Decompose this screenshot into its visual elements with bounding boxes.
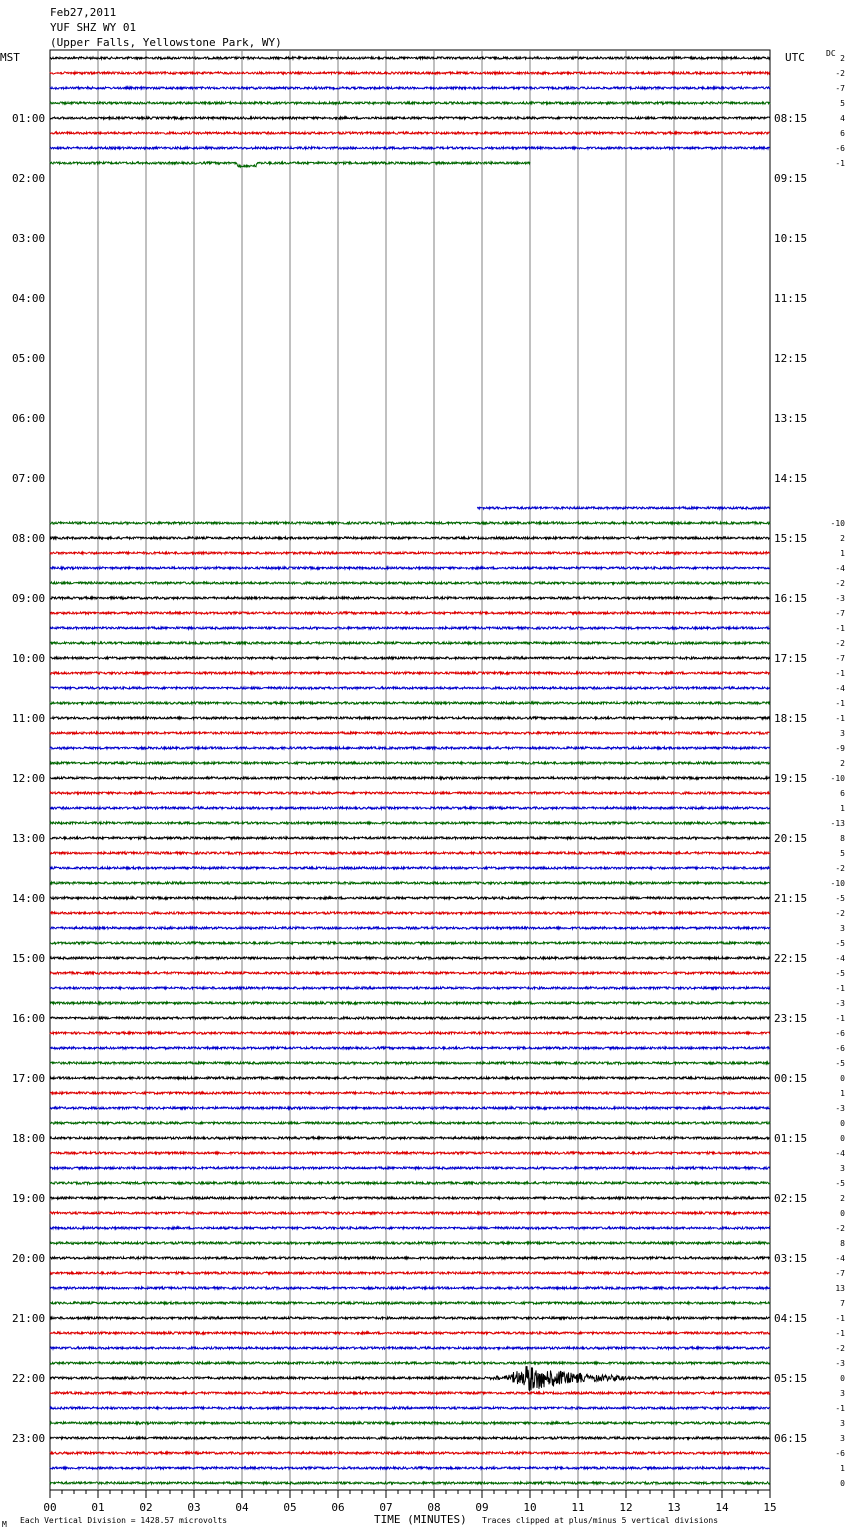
dc-offset-label: 13 (835, 1284, 845, 1293)
trace-row-70 (50, 1107, 770, 1109)
trace-row-57 (50, 912, 770, 914)
trace-row-51 (50, 822, 770, 824)
trace-row-42 (50, 687, 770, 689)
division-note: Each Vertical Division = 1428.57 microvolts (20, 1516, 228, 1525)
dc-offset-label: -4 (835, 564, 845, 573)
x-tick-label: 08 (427, 1501, 441, 1514)
dc-offset-label: 0 (840, 1209, 845, 1218)
corner-mark: M (2, 1520, 7, 1529)
utc-label: 21:15 (774, 892, 808, 905)
x-tick-label: 01 (91, 1501, 105, 1514)
utc-label: 13:15 (774, 412, 808, 425)
trace-row-33 (50, 552, 770, 554)
trace-row-32 (50, 537, 770, 539)
x-tick-label: 02 (139, 1501, 153, 1514)
utc-label: 16:15 (774, 592, 808, 605)
dc-offset-label: 6 (840, 789, 845, 798)
dc-offset-label: -3 (835, 1104, 845, 1113)
dc-offset-label: 0 (840, 1374, 845, 1383)
dc-offset-label: -10 (830, 519, 845, 528)
trace-row-94 (50, 1467, 770, 1469)
dc-offset-label: -6 (835, 144, 845, 153)
mst-label: 16:00 (12, 1012, 46, 1025)
x-tick-label: 07 (379, 1501, 393, 1514)
mst-label: 14:00 (12, 892, 46, 905)
trace-row-46 (50, 747, 770, 749)
x-tick-label: 09 (475, 1501, 489, 1514)
dc-offset-label: -2 (835, 864, 845, 873)
x-tick-label: 11 (571, 1501, 585, 1514)
header-location: (Upper Falls, Yellowstone Park, WY) (50, 36, 282, 49)
dc-offset-labels (831, 54, 846, 1488)
mst-label: 10:00 (12, 652, 46, 665)
mst-label: 03:00 (12, 232, 46, 245)
dc-offset-label: -3 (835, 594, 845, 603)
trace-row-44 (50, 717, 770, 719)
dc-offset-label: -1 (835, 699, 845, 708)
trace-row-73 (50, 1152, 770, 1154)
utc-label: 17:15 (774, 652, 808, 665)
trace-row-64 (50, 1017, 770, 1019)
trace-row-35 (50, 582, 770, 584)
dc-offset-label: -4 (835, 684, 845, 693)
trace-row-40 (50, 657, 770, 659)
trace-row-36 (50, 597, 770, 599)
mst-label: 04:00 (12, 292, 46, 305)
dc-offset-label: -5 (835, 894, 845, 903)
dc-offset-label: 0 (840, 1134, 845, 1143)
trace-row-3 (50, 102, 770, 104)
mst-label: 09:00 (12, 592, 46, 605)
trace-row-80 (50, 1257, 770, 1259)
trace-row-79 (50, 1242, 770, 1244)
utc-label: 23:15 (774, 1012, 808, 1025)
utc-label: 19:15 (774, 772, 808, 785)
dc-offset-label: 1 (840, 549, 845, 558)
trace-row-52 (50, 837, 770, 839)
dc-offset-label: -5 (835, 939, 845, 948)
trace-row-39 (50, 642, 770, 644)
utc-label: 01:15 (774, 1132, 808, 1145)
trace-row-86 (50, 1347, 770, 1349)
dc-offset-label: 7 (840, 1299, 845, 1308)
trace-row-88 (50, 1366, 770, 1390)
dc-offset-label: -1 (835, 1404, 845, 1413)
trace-row-2 (50, 87, 770, 89)
trace-row-5 (50, 132, 770, 134)
dc-offset-label: 1 (840, 1089, 845, 1098)
trace-row-68 (50, 1077, 770, 1079)
dc-offset-label: 8 (840, 1239, 845, 1248)
utc-label: 05:15 (774, 1372, 808, 1385)
utc-label: 06:15 (774, 1432, 808, 1445)
trace-row-1 (50, 72, 770, 74)
dc-offset-label: -2 (835, 639, 845, 648)
mst-label: 18:00 (12, 1132, 46, 1145)
trace-row-71 (50, 1122, 770, 1124)
utc-label: 04:15 (774, 1312, 808, 1325)
x-axis-title: TIME (MINUTES) (374, 1513, 467, 1526)
dc-offset-label: 5 (840, 99, 845, 108)
dc-offset-label: 2 (840, 759, 845, 768)
utc-hour-labels (774, 112, 807, 1445)
mst-label: 12:00 (12, 772, 46, 785)
trace-row-66 (50, 1047, 770, 1049)
trace-row-54 (50, 867, 770, 869)
trace-row-77 (50, 1212, 770, 1214)
dc-offset-label: 3 (840, 1434, 845, 1443)
trace-row-91 (50, 1422, 770, 1424)
utc-label: 15:15 (774, 532, 808, 545)
trace-row-4 (50, 117, 770, 119)
mst-label: 22:00 (12, 1372, 46, 1385)
trace-row-90 (50, 1407, 770, 1409)
dc-offset-label: 0 (840, 1074, 845, 1083)
dc-offset-label: 2 (840, 54, 845, 63)
trace-row-31 (50, 522, 770, 524)
trace-row-0 (50, 57, 770, 59)
x-tick-label: 00 (43, 1501, 57, 1514)
utc-label: 02:15 (774, 1192, 808, 1205)
dc-offset-label: 3 (840, 1419, 845, 1428)
clip-note: Traces clipped at plus/minus 5 vertical divisions (482, 1516, 719, 1525)
mst-label: 02:00 (12, 172, 46, 185)
dc-offset-label: -5 (835, 969, 845, 978)
utc-label: 08:15 (774, 112, 808, 125)
mst-label: 13:00 (12, 832, 46, 845)
trace-row-49 (50, 792, 770, 794)
trace-row-47 (50, 762, 770, 764)
trace-row-95 (50, 1482, 770, 1484)
mst-label: 05:00 (12, 352, 46, 365)
mst-label: 11:00 (12, 712, 46, 725)
dc-offset-label: -2 (835, 1344, 845, 1353)
dc-offset-label: -3 (835, 1359, 845, 1368)
trace-row-30 (477, 507, 770, 509)
dc-offset-label: -1 (835, 984, 845, 993)
utc-label: 20:15 (774, 832, 808, 845)
x-axis (43, 1490, 776, 1514)
dc-offset-label: -7 (835, 609, 845, 618)
utc-label: 11:15 (774, 292, 808, 305)
dc-offset-label: -6 (835, 1449, 845, 1458)
dc-offset-label: -2 (835, 579, 845, 588)
dc-offset-label: 2 (840, 534, 845, 543)
trace-row-41 (50, 672, 770, 674)
trace-row-61 (50, 972, 770, 974)
dc-offset-label: -4 (835, 954, 845, 963)
mst-label: 15:00 (12, 952, 46, 965)
trace-row-56 (50, 897, 770, 899)
dc-offset-label: -2 (835, 1224, 845, 1233)
trace-row-63 (50, 1002, 770, 1004)
dc-offset-label: -4 (835, 1149, 845, 1158)
mst-label: 19:00 (12, 1192, 46, 1205)
trace-row-48 (50, 777, 770, 779)
trace-row-59 (50, 942, 770, 944)
dc-offset-label: 0 (840, 1119, 845, 1128)
x-tick-label: 14 (715, 1501, 729, 1514)
mst-hour-labels (12, 112, 45, 1445)
header-station: YUF SHZ WY 01 (50, 21, 137, 34)
dc-offset-label: -1 (835, 1329, 845, 1338)
trace-row-65 (50, 1032, 770, 1034)
dc-offset-label: -5 (835, 1179, 845, 1188)
x-tick-label: 12 (619, 1501, 633, 1514)
x-tick-label: 06 (331, 1501, 345, 1514)
trace-row-67 (50, 1062, 770, 1064)
dc-offset-label: 3 (840, 1164, 845, 1173)
trace-row-84 (50, 1317, 770, 1319)
trace-row-45 (50, 732, 770, 734)
trace-row-72 (50, 1137, 770, 1139)
utc-label: 14:15 (774, 472, 808, 485)
trace-row-78 (50, 1227, 770, 1229)
trace-row-83 (50, 1302, 770, 1304)
dc-offset-label: -5 (835, 1059, 845, 1068)
trace-row-58 (50, 927, 770, 929)
dc-offset-label: -2 (835, 909, 845, 918)
dc-offset-label: -2 (835, 69, 845, 78)
x-tick-label: 15 (763, 1501, 777, 1514)
utc-label: 22:15 (774, 952, 808, 965)
x-tick-label: 13 (667, 1501, 681, 1514)
trace-row-87 (50, 1362, 770, 1364)
trace-row-60 (50, 957, 770, 959)
utc-label: 03:15 (774, 1252, 808, 1265)
dc-offset-label: -1 (835, 1014, 845, 1023)
x-tick-label: 03 (187, 1501, 201, 1514)
dc-offset-label: 4 (840, 114, 845, 123)
trace-row-50 (50, 807, 770, 809)
trace-row-53 (50, 852, 770, 854)
dc-offset-label: 6 (840, 129, 845, 138)
left-axis-title: MST (0, 51, 20, 64)
dc-offset-label: -10 (830, 879, 845, 888)
dc-offset-label: -10 (830, 774, 845, 783)
mst-label: 21:00 (12, 1312, 46, 1325)
dc-offset-label: -4 (835, 1254, 845, 1263)
trace-row-89 (50, 1392, 770, 1394)
trace-row-75 (50, 1182, 770, 1184)
dc-offset-label: -6 (835, 1029, 845, 1038)
trace-row-34 (50, 567, 770, 569)
dc-offset-label: 1 (840, 1464, 845, 1473)
dc-offset-label: -7 (835, 84, 845, 93)
trace-row-93 (50, 1452, 770, 1454)
dc-offset-label: 0 (840, 1479, 845, 1488)
dc-offset-label: 3 (840, 729, 845, 738)
seismic-traces (50, 57, 770, 1484)
trace-row-74 (50, 1167, 770, 1169)
trace-row-81 (50, 1272, 770, 1274)
dc-offset-label: -7 (835, 1269, 845, 1278)
mst-label: 01:00 (12, 112, 46, 125)
mst-label: 06:00 (12, 412, 46, 425)
trace-row-69 (50, 1092, 770, 1094)
trace-row-43 (50, 702, 770, 704)
dc-offset-label: -7 (835, 654, 845, 663)
dc-offset-label: -3 (835, 999, 845, 1008)
dc-offset-label: -9 (835, 744, 845, 753)
trace-row-92 (50, 1437, 770, 1439)
mst-label: 17:00 (12, 1072, 46, 1085)
dc-offset-label: 8 (840, 834, 845, 843)
utc-label: 18:15 (774, 712, 808, 725)
dc-offset-label: -1 (835, 159, 845, 168)
mst-label: 08:00 (12, 532, 46, 545)
trace-row-37 (50, 612, 770, 614)
dc-offset-label: -6 (835, 1044, 845, 1053)
header-date: Feb27,2011 (50, 6, 117, 19)
utc-label: 12:15 (774, 352, 808, 365)
x-tick-label: 04 (235, 1501, 249, 1514)
dc-offset-label: 3 (840, 924, 845, 933)
dc-offset-label: -13 (830, 819, 845, 828)
right-axis-title: UTC (785, 51, 805, 64)
dc-offset-label: 3 (840, 1389, 845, 1398)
trace-row-55 (50, 882, 770, 884)
mst-label: 23:00 (12, 1432, 46, 1445)
trace-row-76 (50, 1197, 770, 1199)
dc-offset-label: -1 (835, 624, 845, 633)
x-tick-label: 10 (523, 1501, 537, 1514)
dc-offset-label: 2 (840, 1194, 845, 1203)
trace-row-85 (50, 1332, 770, 1334)
dc-offset-label: 1 (840, 804, 845, 813)
dc-offset-label: -1 (835, 1314, 845, 1323)
trace-row-62 (50, 987, 770, 989)
utc-label: 10:15 (774, 232, 808, 245)
dc-offset-label: -1 (835, 714, 845, 723)
trace-row-38 (50, 627, 770, 629)
dc-offset-label: -1 (835, 669, 845, 678)
mst-label: 20:00 (12, 1252, 46, 1265)
x-tick-label: 05 (283, 1501, 297, 1514)
trace-row-82 (50, 1287, 770, 1289)
utc-label: 09:15 (774, 172, 808, 185)
trace-row-6 (50, 147, 770, 149)
mst-label: 07:00 (12, 472, 46, 485)
dc-offset-label: 5 (840, 849, 845, 858)
utc-label: 00:15 (774, 1072, 808, 1085)
dc-title: DC (826, 49, 836, 58)
